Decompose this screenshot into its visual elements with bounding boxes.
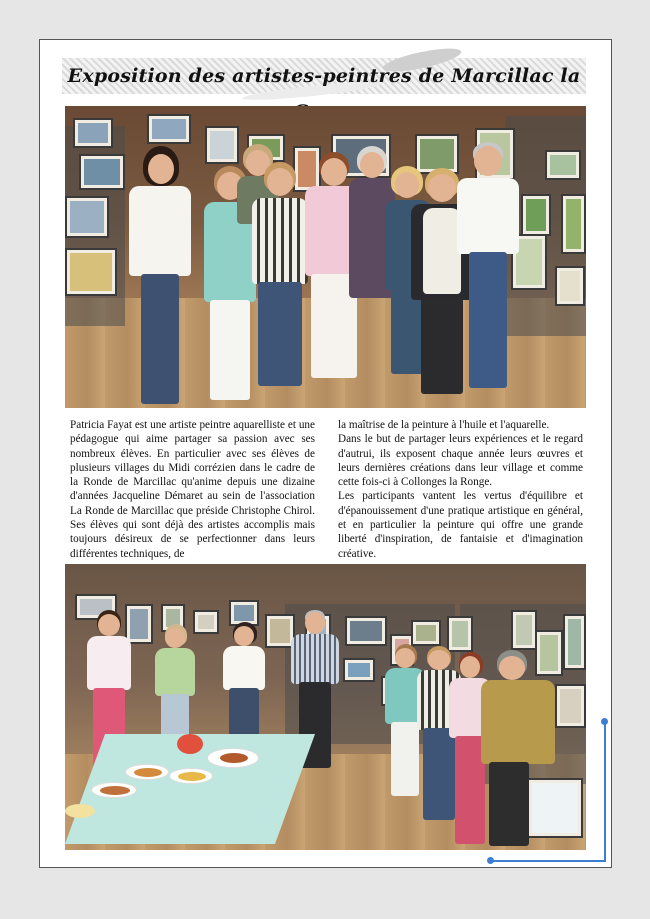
person	[221, 622, 267, 748]
text-column-right	[338, 418, 583, 561]
painting	[555, 266, 585, 306]
painting	[73, 118, 113, 148]
painting	[555, 684, 586, 728]
plate	[169, 768, 213, 784]
decorative-line	[490, 860, 605, 862]
painting	[147, 114, 191, 144]
group-photo	[65, 106, 586, 408]
decorative-dot	[487, 857, 494, 864]
painting	[343, 658, 375, 682]
title-banner	[62, 58, 586, 94]
plate	[207, 748, 259, 768]
painting	[563, 614, 586, 670]
painting	[545, 150, 581, 180]
painting	[411, 620, 441, 646]
person	[250, 162, 310, 392]
painting	[345, 616, 387, 646]
plate	[125, 764, 169, 780]
decorative-dot	[601, 718, 608, 725]
plate	[91, 782, 137, 798]
plate	[65, 804, 95, 818]
person	[125, 146, 195, 408]
article-paragraph: Les participants vantent les vertus d'équilibre et d'épanouissement d'une pratique artistique en général, et en particulier la peinture qui offre une grande liberté d'inspiration, de fantaisie et d'imagination créative.	[338, 490, 583, 560]
article-paragraph: Dans le but de partager leurs expériences et le regard d'autrui, ils exposent chaque année leurs œuvres et leurs dernières créations dans leur village et comme cette fois-ci à Collonges la Ronge.	[338, 433, 583, 489]
painting	[561, 194, 586, 254]
text-column-left	[70, 418, 315, 561]
exhibition-photo	[65, 564, 586, 850]
fruit-bouquet	[177, 734, 203, 754]
decorative-line	[604, 722, 606, 862]
person	[469, 650, 555, 850]
article-paragraph: Patricia Fayat est une artiste peintre aquarelliste et une pédagogue qui aime partager sa passion avec ses nombreux élèves. En particulier avec ses élèves de plusieurs villages du Midi corrézien dans le cadre de la Ronde de Marcillac qu'anime depuis une dizaine d'années Jacqueline Démaret au sein de l'association La Ronde de Marcillac que préside Christophe Chirol. Ses élèves qui sont déjà des artistes accomplis mais toujours désireux de se perfectionner dans leurs différentes techniques, de	[70, 419, 315, 560]
painting	[79, 154, 125, 190]
article-title: Exposition des artistes-peintres de Marcillac la	[67, 65, 581, 87]
painting	[65, 248, 117, 296]
person	[455, 142, 521, 392]
painting	[65, 196, 109, 238]
painting	[521, 194, 551, 236]
article-paragraph: la maîtrise de la peinture à l'huile et l'aquarelle.	[338, 419, 550, 431]
painting	[511, 610, 537, 650]
